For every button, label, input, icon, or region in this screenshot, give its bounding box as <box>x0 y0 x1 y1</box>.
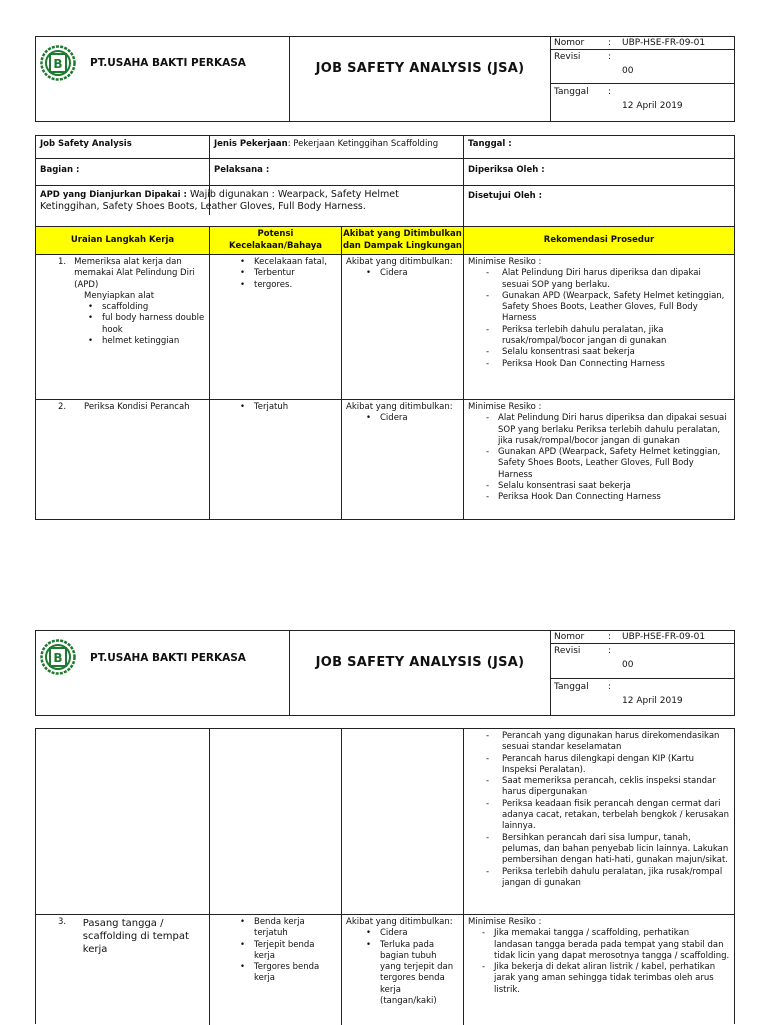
document-title: JOB SAFETY ANALYSIS (JSA) <box>315 655 525 670</box>
table-row-2-rekomendasi: Minimise Resiko : - Alat Pelindung Diri harus diperiksa dan dipakai sesuai SOP yang berlaku Periksa terlebih dahulu peralatan, jika rusak/rompal/bocor jangan di gunakan - Gunakan APD (Wearpack, Safety Helmet ketinggian, Safety Shoes Boots, Leather Gloves, Full Body Harness - Selalu konsentrasi saat bekerja - Periksa Hook Dan Connecting Harness <box>464 400 734 519</box>
revisi-label: Revisi <box>554 646 581 656</box>
table-row-2-step: 2. Periksa Kondisi Perancah <box>58 402 190 412</box>
company-name: PT.USAHA BAKTI PERKASA <box>90 57 246 69</box>
tanggal-value: 12 April 2019 <box>622 696 683 706</box>
tanggal-label: Tanggal <box>554 87 589 97</box>
jsa-table-1 <box>35 135 735 520</box>
col-potensi: Potensi Kecelakaan/Bahaya <box>210 227 341 254</box>
col-akibat: Akibat yang Ditimbulkan dan Dampak Lingkungan <box>342 227 463 254</box>
table-row-3-step: 3. Pasang tangga / scaffolding di tempat kerja <box>58 917 189 955</box>
apd-field: APD yang Dianjurkan Dipakai : Wajib digunakan : Wearpack, Safety Helmet Ketinggihan, Safety Shoes Boots, Leather Gloves, Full Body Harness. <box>40 189 399 212</box>
nomor-label: Nomor <box>554 632 585 642</box>
company-name: PT.USAHA BAKTI PERKASA <box>90 652 246 664</box>
company-logo-icon <box>40 45 76 81</box>
table-row-3-potensi: • Benda kerja terjatuh • Terjepit benda kerja • Tergores benda kerja <box>210 915 341 1025</box>
revisi-value: 00 <box>622 660 634 670</box>
pelaksana-field: Pelaksana : <box>214 165 270 175</box>
table-row-1-potensi: • Kecelakaan fatal, • Terbentur • tergores. <box>210 255 341 399</box>
disetujui-field: Disetujui Oleh : <box>468 191 543 201</box>
col-uraian: Uraian Langkah Kerja <box>36 227 209 254</box>
table-row-3-akibat: Akibat yang ditimbulkan: • Cidera • Terluka pada bagian tubuh yang terjepit dan tergores benda kerja (tangan/kaki) <box>342 915 463 1025</box>
doc-header-1: B PT.USAHA BAKTI PERKASA JOB SAFETY ANALYSIS (JSA) Nomor : UBP-HSE-FR-09-01 Revisi : 00 Tanggal : 12 April 2019 <box>35 36 735 122</box>
table-row-3-rekomendasi: Minimise Resiko : - Jika memakai tangga / scaffolding, perhatikan landasan tangga berada pada tempat yang stabil dan tidak licin yang dapat merosotnya tangga / scaffolding. - Jika bekerja di dekat aliran listrik / kabel, perhatikan jarak yang aman sehingga tidak terimbas oleh arus listrik. <box>464 915 734 1025</box>
table-row-1-rekomendasi: Minimise Resiko : - Alat Pelindung Diri harus diperiksa dan dipakai sesuai SOP yang berlaku. - Gunakan APD (Wearpack, Safety Helmet ketinggian, Safety Shoes Boots, Leather Gloves, Full Body Harness - Periksa terlebih dahulu peralatan, jika rusak/rompal/bocor jangan di gunakan - Selalu konsentrasi saat bekerja - Periksa Hook Dan Connecting Harness <box>464 255 734 399</box>
table-row-1-step: 1. Memeriksa alat kerja dan memakai Alat Pelindung Diri (APD) Menyiapkan alat • scaffolding • ful body harness double hook • helmet ketinggian <box>36 255 209 399</box>
col-rekomendasi: Rekomendasi Prosedur <box>464 227 734 254</box>
nomor-value: UBP-HSE-FR-09-01 <box>622 38 706 48</box>
nomor-label: Nomor <box>554 38 585 48</box>
table-row-2-potensi: • Terjatuh <box>210 400 341 519</box>
revisi-label: Revisi <box>554 52 581 62</box>
table-row-1-akibat: Akibat yang ditimbulkan: • Cidera <box>342 255 463 399</box>
table-row-cont-rekomendasi: - Perancah yang digunakan harus direkomendasikan sesuai standar keselamatan - Perancah harus dilengkapi dengan KIP (Kartu Inspeksi Peralatan). - Saat memeriksa perancah, ceklis inspeksi standar harus dipergunakan - Periksa keadaan fisik perancah dengan cermat dari adanya cacat, retakan, terbelah bengkok / kerusakan lainnya. - Bersihkan perancah dari sisa lumpur, tanah, pelumas, dan bahan penyebab licin lainnya. Lakukan pembersihan dengan hati-hati, gunakan majun/sikat. - Periksa terlebih dahulu peralatan, jika rusak/rompal jangan di gunakan <box>464 729 734 914</box>
table-row-2-akibat: Akibat yang ditimbulkan: • Cidera <box>342 400 463 519</box>
svg-text:B: B <box>53 57 63 71</box>
tanggal-value: 12 April 2019 <box>622 101 683 111</box>
tanggal-field: Tanggal : <box>468 139 512 149</box>
document-title: JOB SAFETY ANALYSIS (JSA) <box>315 61 525 76</box>
jsa-label: Job Safety Analysis <box>40 139 132 149</box>
tanggal-label: Tanggal <box>554 682 589 692</box>
bagian-field: Bagian : <box>40 165 80 175</box>
company-logo-icon <box>40 639 76 675</box>
jsa-table-2 <box>35 728 735 1024</box>
jenis-pekerjaan: Jenis Pekerjaan: Pekerjaan Ketinggihan Scaffolding <box>214 139 439 149</box>
nomor-value: UBP-HSE-FR-09-01 <box>622 632 706 642</box>
svg-text:B: B <box>53 651 63 665</box>
revisi-value: 00 <box>622 66 634 76</box>
doc-header-2: B PT.USAHA BAKTI PERKASA JOB SAFETY ANALYSIS (JSA) Nomor : UBP-HSE-FR-09-01 Revisi : 00 Tanggal : 12 April 2019 <box>35 630 735 716</box>
diperiksa-field: Diperiksa Oleh : <box>468 165 545 175</box>
